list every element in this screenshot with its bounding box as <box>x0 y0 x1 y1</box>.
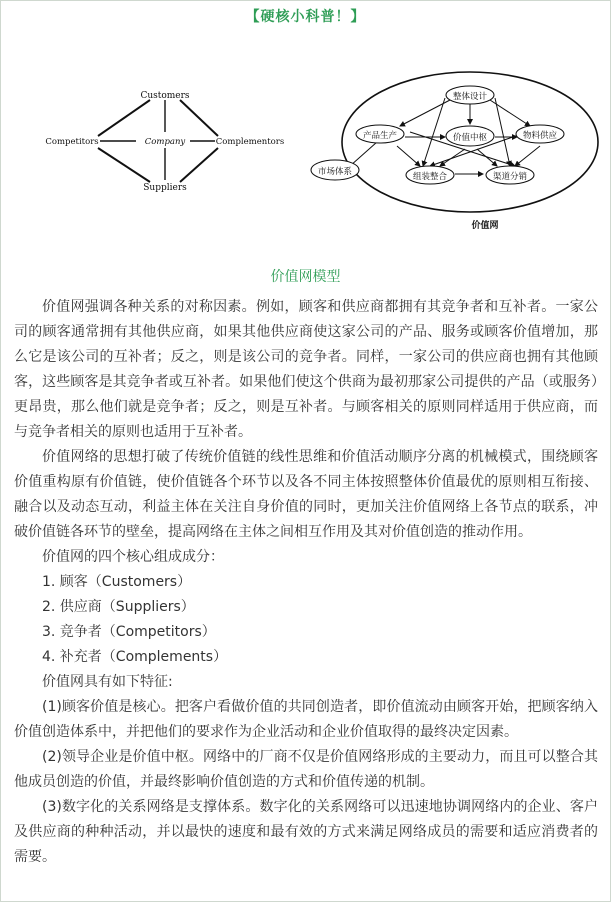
node-market: 市场体系 <box>317 167 353 177</box>
node-production: 产品生产 <box>362 131 398 141</box>
node-competitors: Competitors <box>45 137 99 147</box>
node-suppliers: Suppliers <box>143 183 187 193</box>
edge-bottom-right <box>180 148 218 182</box>
node-hub: 价值中枢 <box>452 133 488 143</box>
list-item: 1. 顾客（Customers） <box>42 574 192 590</box>
paragraph: 价值网强调各种关系的对称因素。例如，顾客和供应商都拥有其竞争者和互补者。一家公司的顾客通常拥有其他供应商，如果其他供应商使这家公司的产品、服务或顾客价值增加，那么它是该公司的互补者；反之，则是该公司的竞争者。同样，一家公司的供应商也拥有其他顾客，这些顾客是其竞争者或互补者。如果他们使这个供商为最初那家公司提供的产品（或服务）更昂贵，那么他们就是竞争者；反之，则是互补者。与顾客相关的原则同样适用于供应商，而与竞争者相关的原则也适用于互补者。 <box>14 299 598 440</box>
edge-top-left <box>98 100 150 136</box>
paragraph: (2)领导企业是价值中枢。网络中的厂商不仅是价值网络形成的主要动力，而且可以整合其他成员创造的价值，并最终影响价值创造的方式和价值传递的机制。 <box>14 749 598 790</box>
paragraph: 价值网络的思想打破了传统价值链的线性思维和价值活动顺序分离的机械模式，围绕顾客价值重构原有价值链，使价值链各个环节以及各不同主体按照整体价值最优的原则相互衔接、融合以及动态互动，利益主体在关注自身价值的同时，更加关注价值网络上各节点的联系，冲破价值链各环节的壁垒，提高网络在主体之间相互作用及其对价值创造的推动作用。 <box>14 449 598 540</box>
node-company: Company <box>144 137 186 147</box>
list-item: 3. 竞争者（Competitors） <box>42 624 216 640</box>
header-title: 【硬核小科普！】 <box>245 9 366 25</box>
node-materials: 物料供应 <box>522 131 558 141</box>
diagram-caption: 价值网 <box>471 221 499 231</box>
list-item: 4. 补充者（Complements） <box>42 649 228 665</box>
node-complementors: Complementors <box>215 137 285 147</box>
value-network-diagram <box>305 62 605 237</box>
edge-top-right <box>180 100 218 136</box>
paragraph: (3)数字化的关系网络是支撑体系。数字化的关系网络可以迅速地协调网络内的企业、客户及供应商的种种活动，并以最快的速度和最有效的方式来满足网络成员的需要和适应消费者的需要。 <box>14 799 598 865</box>
paragraph: (1)顾客价值是核心。把客户看做价值的共同创造者，即价值流动由顾客开始，把顾客纳入价值创造体系中，并把他们的要求作为企业活动和企业价值取得的最终决定因素。 <box>14 699 598 740</box>
node-distribution: 渠道分销 <box>492 172 528 182</box>
node-design: 整体设计 <box>452 92 488 102</box>
node-assembly: 组装整合 <box>412 172 448 182</box>
node-customers: Customers <box>140 91 190 101</box>
section-title: 价值网模型 <box>270 269 341 285</box>
list-item: 2. 供应商（Suppliers） <box>42 599 195 615</box>
value-net-diamond-diagram <box>40 86 290 196</box>
paragraph: 价值网具有如下特征: <box>42 674 173 690</box>
paragraph: 价值网的四个核心组成成分： <box>42 549 224 565</box>
article-body <box>14 295 598 870</box>
edge-bottom-left <box>98 148 150 182</box>
